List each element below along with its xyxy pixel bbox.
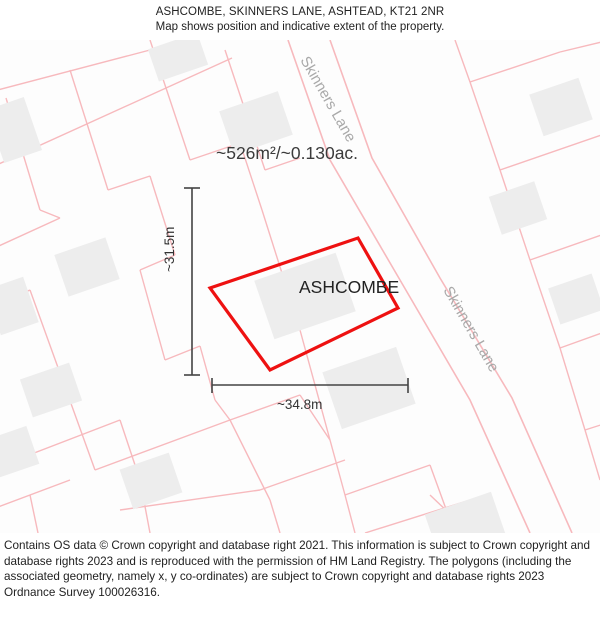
page-subtitle: Map shows position and indicative extent of the property.	[155, 21, 445, 33]
page-title: ASHCOMBE, SKINNERS LANE, ASHTEAD, KT21 2NR	[155, 6, 445, 18]
map-header	[0, 0, 600, 40]
vertical-dimension-label: ~31.5m	[162, 226, 177, 272]
street-label-upper: Skinners Lane	[296, 53, 360, 146]
map-footer	[0, 533, 600, 625]
horizontal-dimension-label: ~34.8m	[277, 397, 323, 412]
area-label: ~526m²/~0.130ac.	[216, 143, 359, 163]
map-canvas[interactable]	[0, 40, 600, 533]
plot-name-label: ASHCOMBE	[299, 277, 400, 297]
street-label-lower: Skinners Lane	[439, 283, 503, 376]
copyright-text: Contains OS data © Crown copyright and database right 2021. This information is subject to Crown copyright and database rights 2023 and is reproduced with the permission of HM Land Registry. The polygons (including the associated geometry, namely x, y co-ordinates) are subject to Crown copyright and database rights 2023 Ordnance Survey 100026316.	[4, 539, 590, 599]
